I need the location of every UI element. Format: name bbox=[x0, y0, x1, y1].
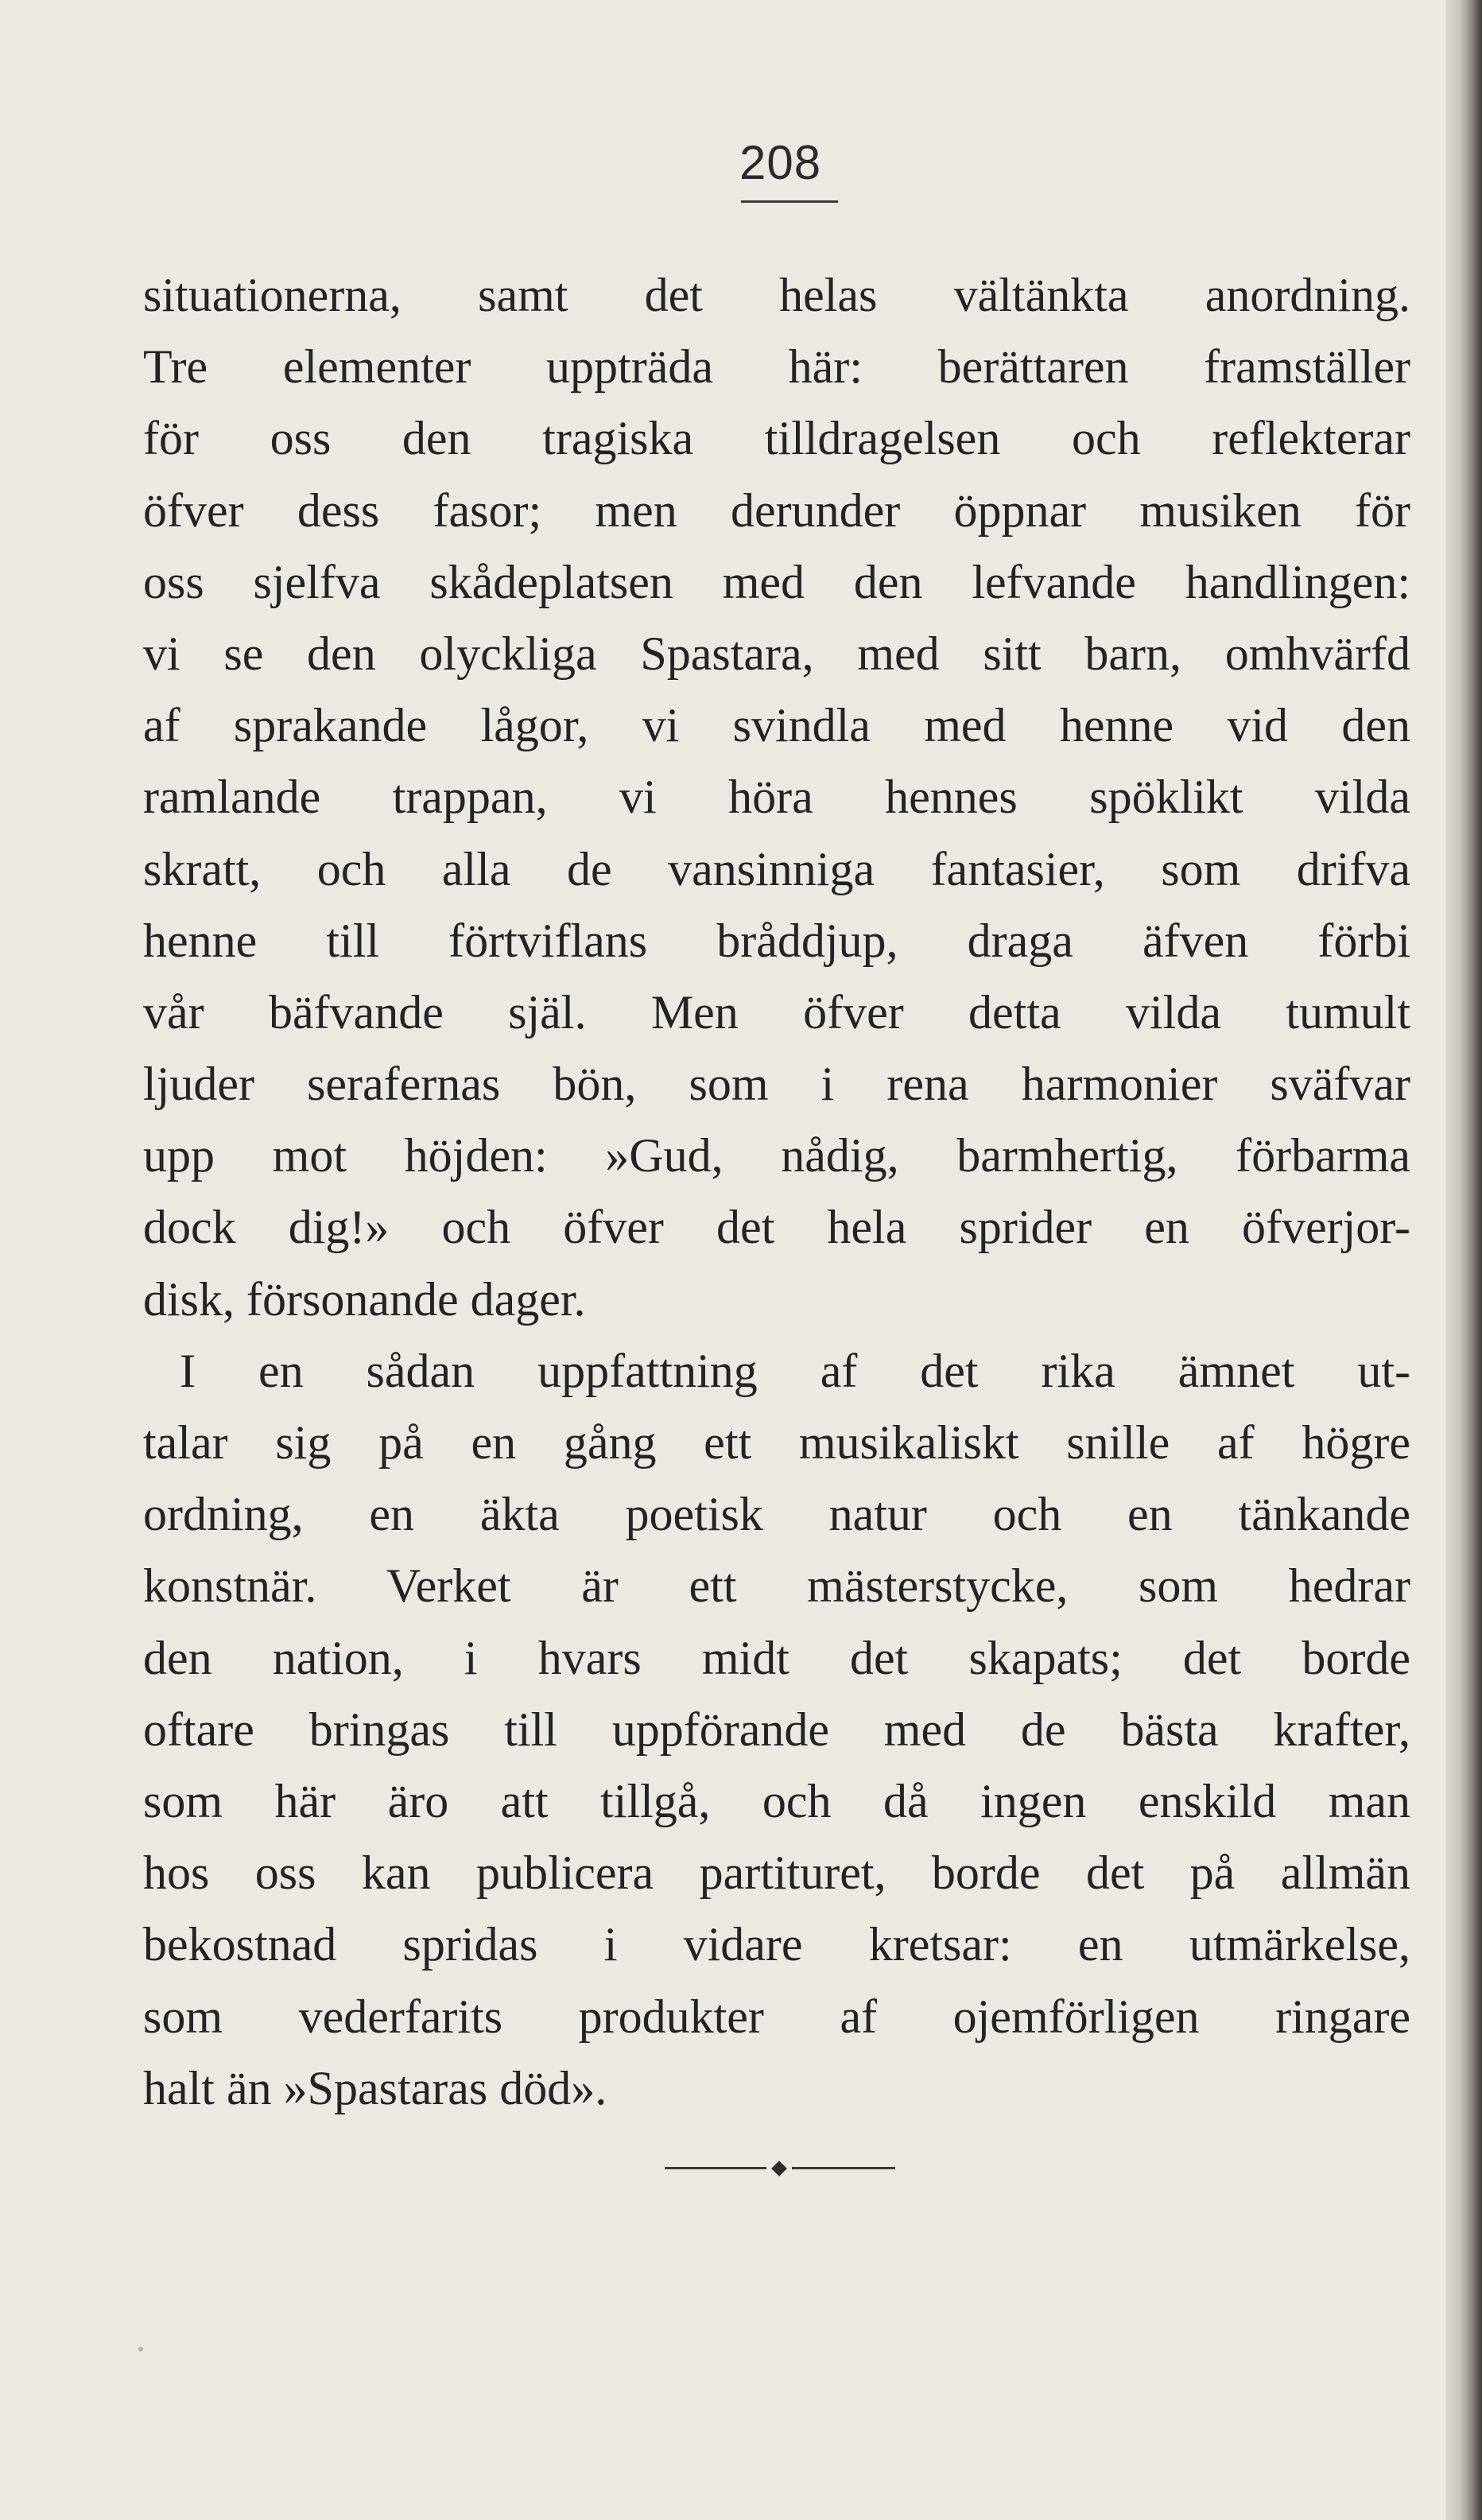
body-text bbox=[143, 259, 1410, 2124]
page-number: 208 bbox=[739, 136, 822, 189]
text-line: upp mot höjden: »Gud, nådig, barmhertig, förbarma bbox=[143, 1129, 1410, 1182]
text-line: som vederfarits produkter af ojemförligen ringare bbox=[143, 1990, 1410, 2043]
ornament-rule-left bbox=[665, 2167, 766, 2169]
text-line: vi se den olyckliga Spastara, med sitt barn, omhvärfd bbox=[143, 627, 1410, 680]
text-line: talar sig på en gång ett musikaliskt snille af högre bbox=[143, 1416, 1410, 1469]
text-line: den nation, i hvars midt det skapats; det borde bbox=[143, 1631, 1410, 1684]
text-line: ljuder serafernas bön, som i rena harmonier sväfvar bbox=[143, 1058, 1410, 1111]
text-line: I en sådan uppfattning af det rika ämnet ut- bbox=[180, 1344, 1410, 1397]
text-line: skratt, och alla de vansinniga fantasier, som drifva bbox=[143, 842, 1410, 895]
text-line: oftare bringas till uppförande med de bästa krafter, bbox=[143, 1703, 1410, 1756]
diamond-icon bbox=[771, 2161, 787, 2176]
page-number-rule bbox=[741, 200, 838, 203]
text-line: oss sjelfva skådeplatsen med den lefvande handlingen: bbox=[143, 555, 1410, 608]
text-line: Tre elementer uppträda här: berättaren framställer bbox=[143, 340, 1410, 394]
text-line: bekostnad spridas i vidare kretsar: en utmärkelse, bbox=[143, 1918, 1410, 1971]
text-line: hos oss kan publicera partituret, borde det på allmän bbox=[143, 1846, 1410, 1900]
ornament-rule-right bbox=[792, 2167, 895, 2169]
text-line: disk, försonande dager. bbox=[143, 1272, 586, 1326]
text-line: för oss den tragiska tilldragelsen och reflekterar bbox=[143, 412, 1410, 465]
text-line: som här äro att tillgå, och då ingen enskild man bbox=[143, 1774, 1410, 1827]
text-line: konstnär. Verket är ett mästerstycke, som hedrar bbox=[143, 1559, 1410, 1613]
text-line: henne till förtviflans bråddjup, draga äfven förbi bbox=[143, 914, 1410, 967]
text-line: halt än »Spastaras död». bbox=[143, 2061, 607, 2114]
text-line: vår bäfvande själ. Men öfver detta vilda tumult bbox=[143, 985, 1410, 1039]
text-line: dock dig!» och öfver det hela sprider en öfverjor- bbox=[143, 1201, 1410, 1254]
text-line: situationerna, samt det helas vältänkta anordning. bbox=[143, 269, 1410, 321]
text-line: ramlande trappan, vi höra hennes spöklikt vilda bbox=[143, 771, 1410, 824]
text-line: ordning, en äkta poetisk natur och en tänkande bbox=[143, 1488, 1410, 1541]
text-line: öfver dess fasor; men derunder öppnar musiken för bbox=[143, 483, 1410, 537]
page-edge-shadow bbox=[1445, 0, 1482, 2520]
paper-speck bbox=[138, 2347, 143, 2351]
end-ornament bbox=[665, 2163, 895, 2174]
text-line: af sprakande lågor, vi svindla med henne vid den bbox=[143, 699, 1410, 752]
